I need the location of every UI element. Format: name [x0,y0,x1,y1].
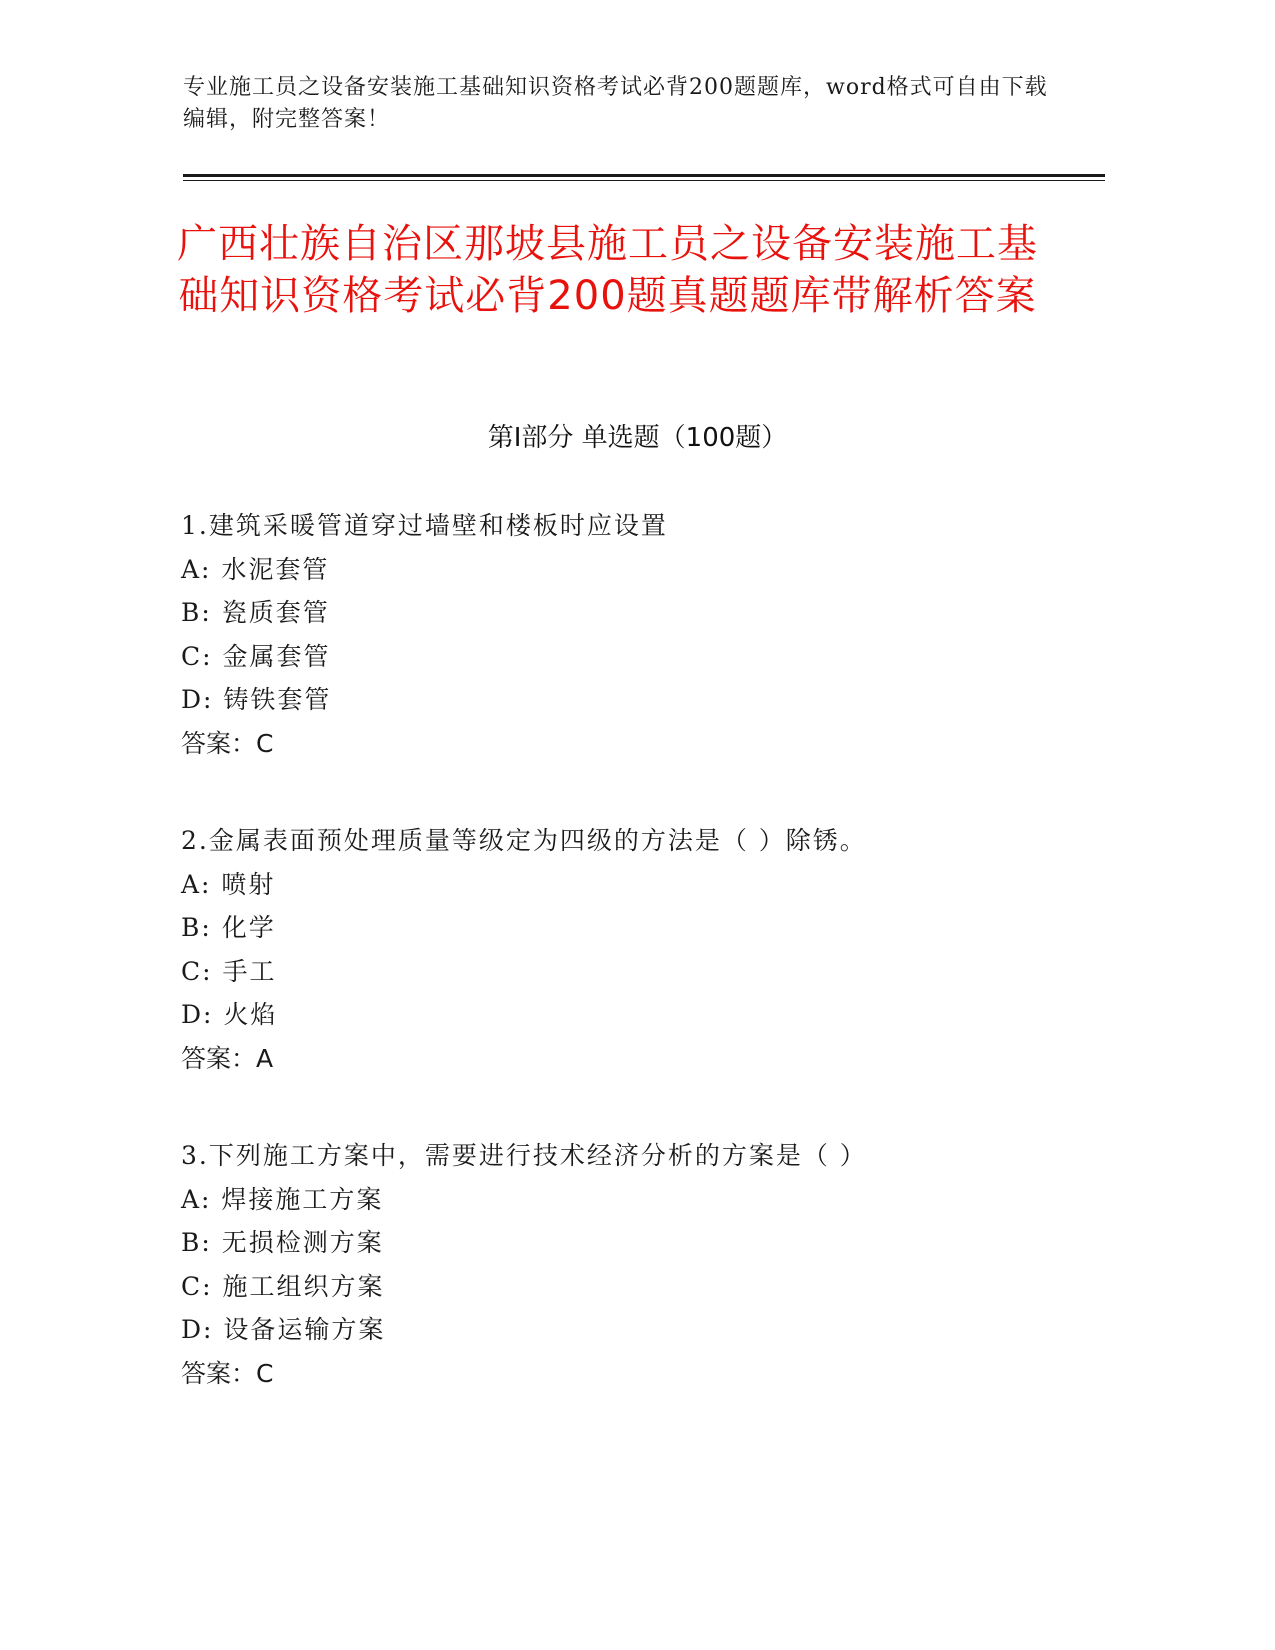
question-list [181,504,1101,1449]
answer: 答案：C [181,1358,274,1388]
question-1 [181,504,1101,765]
option-a: A: 喷射 [181,869,276,899]
question-stem: 3.下列施工方案中，需要进行技术经济分析的方案是（ ） [181,1141,867,1170]
option-b: B: 瓷质套管 [181,598,330,627]
option-b: B: 化学 [181,913,276,942]
document-title: 广西壮族自治区那坡县施工员之设备安装施工基础知识资格考试必背200题真题题库带解析答案 [177,221,1038,319]
answer: 答案：A [181,1043,274,1073]
option-a: A: 水泥套管 [181,554,330,584]
option-d: D: 设备运输方案 [181,1315,386,1344]
option-c: C: 金属套管 [181,641,331,671]
header-note: 专业施工员之设备安装施工基础知识资格考试必背200题题库，word格式可自由下载编辑，附完整答案！ [183,75,1048,132]
option-d: D: 火焰 [181,1000,278,1029]
question-stem: 1.建筑采暖管道穿过墙壁和楼板时应设置 [181,511,668,540]
option-d: D: 铸铁套管 [181,685,332,714]
question-stem: 2.金属表面预处理质量等级定为四级的方法是（ ）除锈。 [181,826,867,855]
question-2 [181,819,1101,1080]
answer: 答案：C [181,728,274,758]
section-title: 第Ⅰ部分 单选题（100题） [487,423,788,453]
header-divider-thin [183,180,1105,181]
option-a: A: 焊接施工方案 [181,1184,384,1214]
question-3 [181,1134,1101,1395]
option-c: C: 手工 [181,956,277,986]
option-c: C: 施工组织方案 [181,1271,385,1301]
header-divider-thick [183,174,1105,177]
option-b: B: 无损检测方案 [181,1228,384,1257]
